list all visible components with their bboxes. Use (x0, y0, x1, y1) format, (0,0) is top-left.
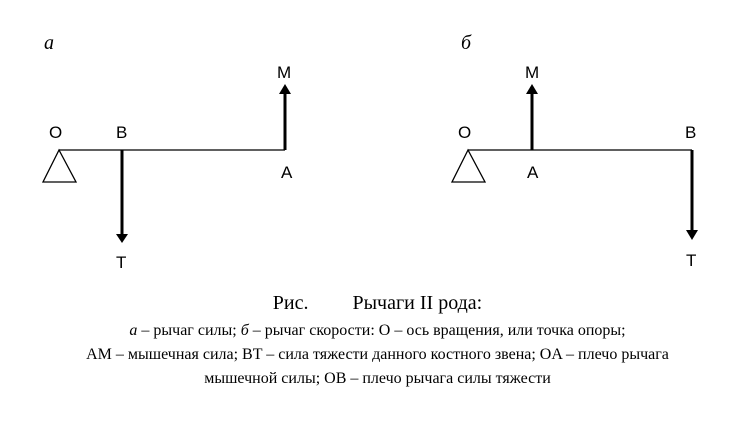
panel-a-label-b: B (116, 123, 128, 142)
panel-a-gravity-arrowhead (116, 234, 128, 243)
panel-a-label-m: M (277, 63, 292, 82)
panel-a-label-o: O (49, 123, 63, 142)
panel-b-label-t: T (686, 251, 697, 270)
panel-a-label-t: T (116, 253, 127, 272)
caption-prefix: Рис. (272, 292, 309, 314)
panel-b-label-m: M (525, 63, 540, 82)
panel-a-label-a: A (281, 163, 293, 182)
figure-caption (0, 290, 755, 391)
caption-line-1 (0, 319, 755, 343)
caption-letter-b: б (240, 322, 249, 339)
panel-b-label-a: A (527, 163, 539, 182)
caption-letter-a: а (129, 322, 138, 339)
panel-a-fulcrum-triangle (43, 150, 76, 182)
panel-b-muscle-arrowhead (526, 84, 538, 94)
panel-b-fulcrum-triangle (452, 150, 485, 182)
panel-a-muscle-arrowhead (279, 84, 291, 94)
panel-a (43, 32, 293, 272)
panel-b-label-o: O (458, 123, 472, 142)
caption-line-2: AM – мышечная сила; BT – сила тяжести данного костного звена; OA – плечо рычага (86, 346, 669, 363)
panel-b-gravity-arrowhead (686, 230, 698, 240)
panel-b (452, 32, 698, 270)
caption-line-1-a-text: – рычаг силы; (137, 322, 241, 339)
caption-title-line (0, 290, 755, 316)
caption-line-1-b-text: – рычаг скорости: O – ось вращения, или точка опоры; (248, 322, 626, 339)
panel-a-letter: а (44, 32, 54, 54)
panel-b-letter: б (461, 32, 472, 54)
caption-title: Рычаги II рода: (352, 292, 483, 314)
caption-line-3: мышечной силы; OB – плечо рычага силы тяжести (204, 370, 551, 387)
panel-b-label-b: B (685, 123, 697, 142)
